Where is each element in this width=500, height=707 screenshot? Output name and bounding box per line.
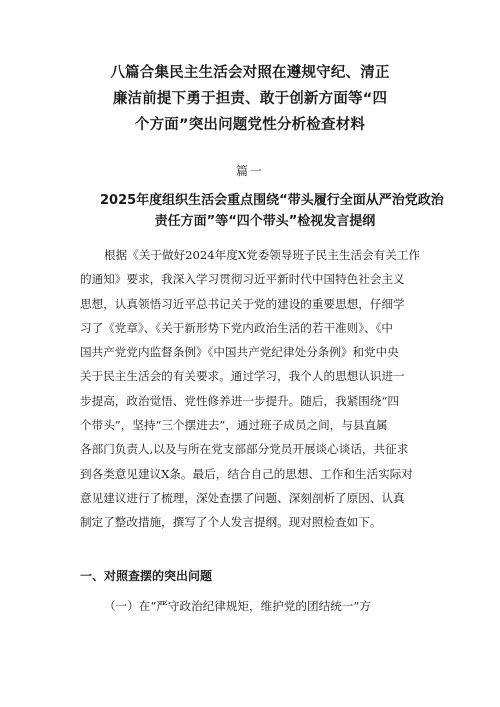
body-paragraph <box>80 243 436 535</box>
body-line: 各部门负责人,以及与所在党支部部分党员开展谈心谈话，共征求 <box>80 442 409 457</box>
title-line: 个方面”突出问题党性分析检查材料 <box>134 117 366 133</box>
body-line: 关于民主生活会的有关要求。通过学习，我个人的思想认识进一 <box>80 369 405 384</box>
section-subtitle <box>100 190 444 232</box>
title-line: 廉洁前提下勇于担责、敢于创新方面等“四 <box>112 91 388 107</box>
subtitle-line: 责任方面”等“四个带头”检视发言提纲 <box>154 214 376 229</box>
body-line: 国共产党党内监督条例》《中国共产党纪律处分条例》和党中央 <box>80 345 399 360</box>
body-line: 步提高，政治觉悟、党性修养进一步提升。随后，我紧围绕“四 <box>80 393 399 408</box>
subsection-paragraph: （一）在“严守政治纪律规矩，维护党的团结统一”方 <box>104 599 371 613</box>
body-line: 制定了整改措施，撰写了个人发言提纲。现对照检查如下。 <box>80 515 382 530</box>
body-line: 到各类意见建议X条。最后，结合自己的思想、工作和生活实际对 <box>80 466 413 481</box>
body-line: 意见建议进行了梳理，深处查摆了问题、深刻剖析了原因、认真 <box>80 490 405 505</box>
body-line: 根据《关于做好2024年度X党委领导班子民主生活会有关工作 <box>104 248 421 262</box>
section-label: 篇一 <box>235 164 264 178</box>
body-line: 个带头”，坚持“三个摆进去”，通过班子成员之间，与县直属 <box>80 418 388 433</box>
body-line: 的通知》要求，我深入学习贯彻习近平新时代中国特色社会主义 <box>80 272 405 287</box>
subtitle-line: 2025年度组织生活会重点围绕“带头履行全面从严治党政治 <box>100 193 444 208</box>
body-line: 习了《党章》、《关于新形势下党内政治生活的若干准则》、《中 <box>80 320 394 335</box>
document-title <box>100 60 400 138</box>
body-line: 思想，认真领悟习近平总书记关于党的建设的重要思想，仔细学 <box>80 296 405 311</box>
title-line: 八篇合集民主生活会对照在遵规守纪、清正 <box>110 65 390 81</box>
section-heading: 一、对照查摆的突出问题 <box>80 569 213 583</box>
